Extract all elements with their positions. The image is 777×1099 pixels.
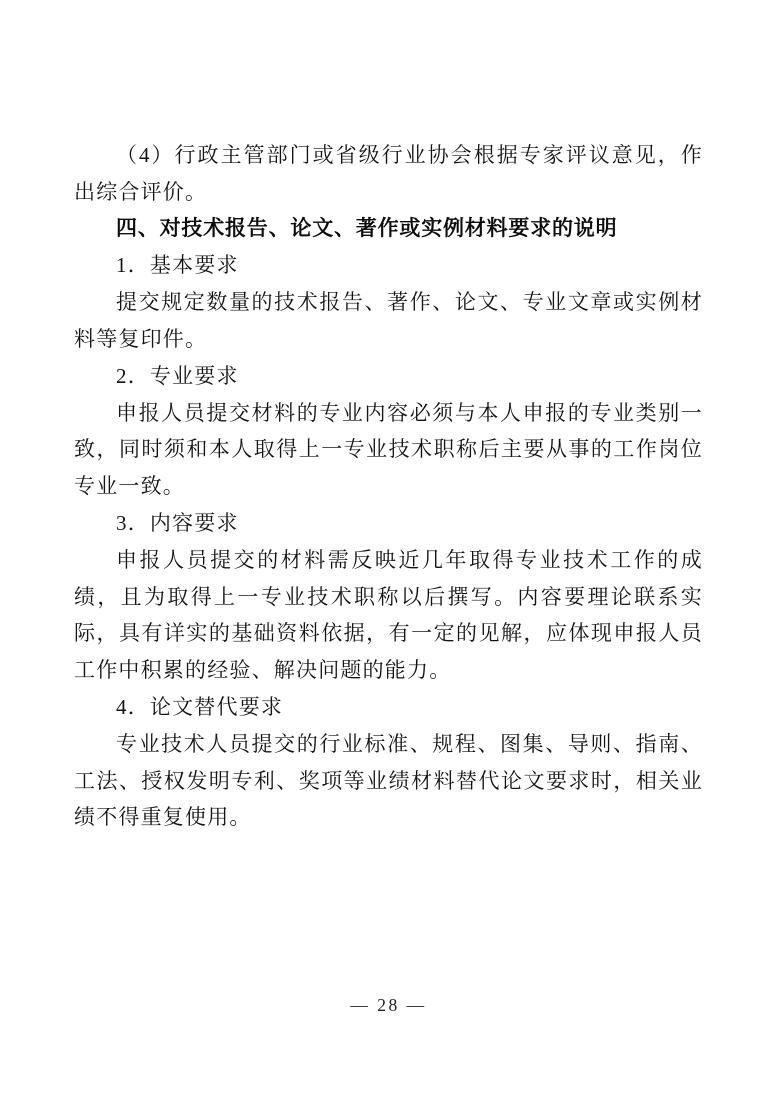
subheading-content-requirement: 3．内容要求 bbox=[116, 510, 239, 535]
paragraph-expert-evaluation-item4: （4）行政主管部门或省级行业协会根据专家评议意见，作出综合评价。 bbox=[74, 143, 703, 204]
page-content bbox=[74, 137, 703, 836]
paragraph-basic-requirement: 提交规定数量的技术报告、著作、论文、专业文章或实例材料等复印件。 bbox=[74, 290, 703, 351]
paragraph-professional-requirement: 申报人员提交材料的专业内容必须与本人申报的专业类别一致，同时须和本人取得上一专业技术职称后主要从事的工作岗位专业一致。 bbox=[74, 400, 703, 499]
page-footer bbox=[0, 992, 777, 1018]
page-number-label: — 28 — bbox=[350, 995, 427, 1015]
subheading-thesis-substitution-requirement: 4．论文替代要求 bbox=[116, 694, 284, 719]
subheading-professional-requirement: 2．专业要求 bbox=[116, 363, 239, 388]
paragraph-content-requirement: 申报人员提交的材料需反映近几年取得专业技术工作的成绩，且为取得上一专业技术职称以后撰写。内容要理论联系实际，具有详实的基础资料依据，有一定的见解，应体现申报人员工作中积累的经验、解决问题的能力。 bbox=[74, 547, 703, 683]
paragraph-thesis-substitution-requirement: 专业技术人员提交的行业标准、规程、图集、导则、指南、工法、授权发明专利、奖项等业绩材料替代论文要求时，相关业绩不得重复使用。 bbox=[74, 731, 703, 830]
section-heading-material-requirements: 四、对技术报告、论文、著作或实例材料要求的说明 bbox=[116, 216, 618, 240]
subheading-basic-requirement: 1．基本要求 bbox=[116, 253, 239, 278]
